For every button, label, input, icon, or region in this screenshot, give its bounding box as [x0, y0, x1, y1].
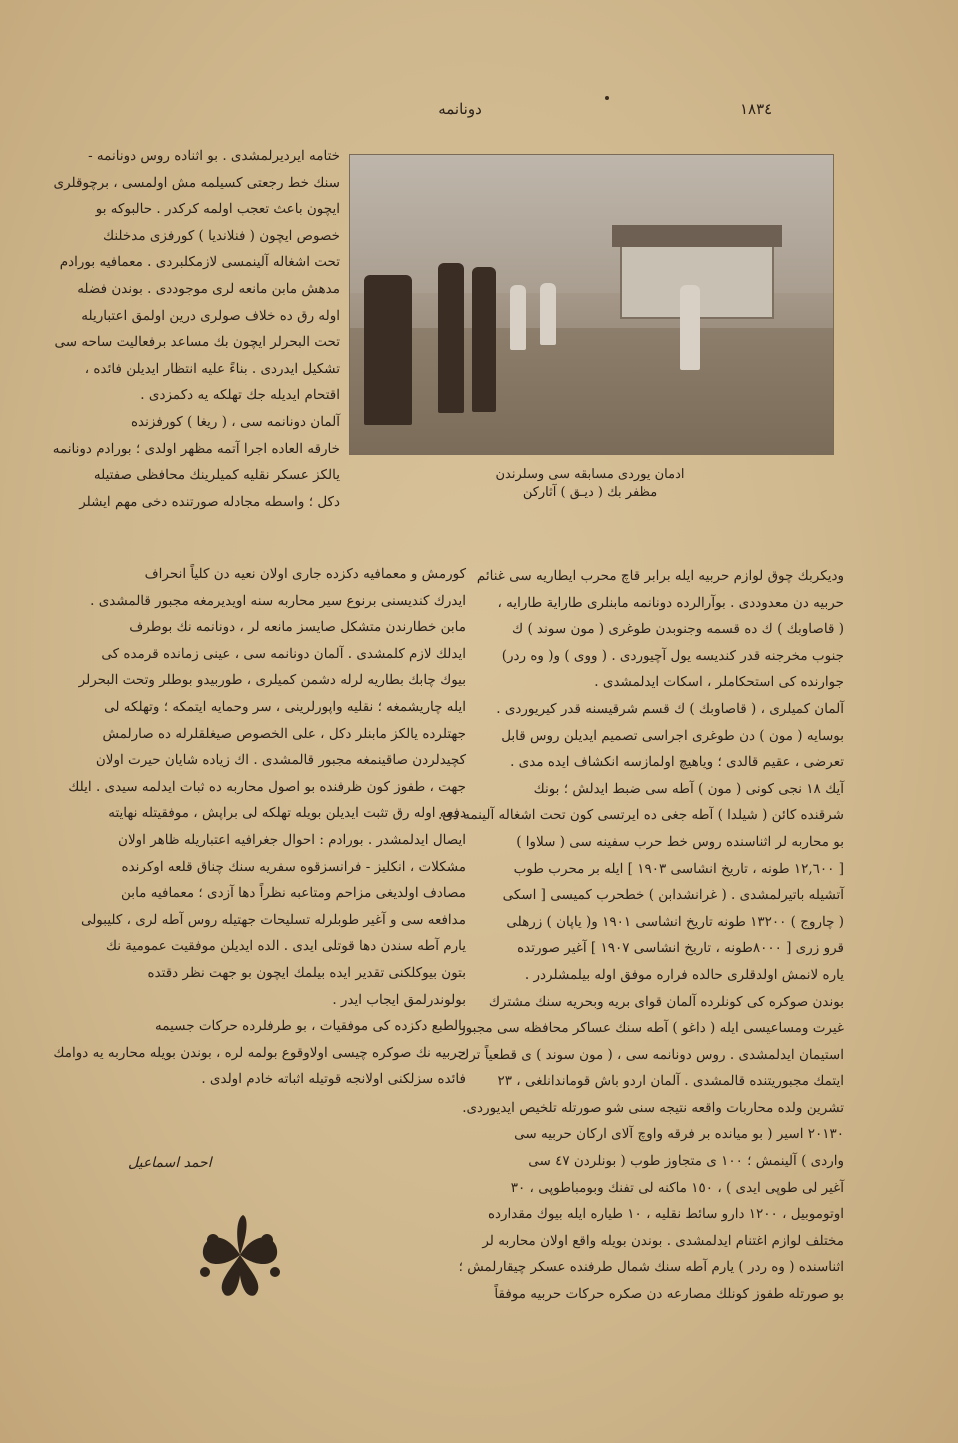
- text-line: جهت ، طفوز كون ظرفنده بو اصول محاربه ده ثبات ايدلمه سيدى . ايلك: [68, 778, 466, 795]
- text-line: دفعه اوله رق تثبت ايديلن بويله تهلكه لى براپش ، موفقيتله نهايته: [108, 805, 466, 822]
- column-right: [438, 563, 844, 1308]
- text-line: كورمش و معمافيه دكزده جارى اولان نعيه دن كلياً انحراف: [144, 566, 466, 582]
- photo-athlete: [680, 285, 700, 370]
- caption-line: مظفر بك ( ديـق ) آثاركن: [522, 485, 658, 500]
- text-line: مابن خطارندن متشكل صايسز مانعه لر ، دونانمه نك بوطرف: [129, 619, 466, 636]
- text-line: شرقنده كائن ( شيلدا ) آطه جغى ده ايرتسى كون تحت اشغاله آلينمه دى.: [438, 807, 844, 824]
- column-left: [53, 561, 466, 1093]
- text-line: يالكز عسكر نقليه كميلرينك محافظى صفتيله: [93, 467, 340, 484]
- photo-caption: [380, 466, 800, 502]
- text-line: استيمان ايدلمشدى . روس دونانمه سى ، ( مون سوند ) ى قطعياً ترك: [458, 1046, 844, 1063]
- text-line: ايتمك مجبوريتنده قالمشدى . آلمان اردو باش قوماندانلغى ، ٢٣: [497, 1073, 844, 1090]
- text-line: آيك ١٨ نجى كونى ( مون ) آطه سى ضبط ايدلش ؛ بونك: [533, 780, 844, 797]
- text-line: خصوص ايچون ( فنلانديا ) كورفزى مدخلنك: [102, 227, 340, 244]
- text-line: ( چاروج ) ١٣٢٠٠ طونه تاريخ انشاسى ١٩٠١ و( ياپان ) زرهلى: [506, 913, 844, 930]
- caption-line: ادمان يوردى مسابقه سى وسلرندن: [495, 467, 685, 482]
- text-line: تحت البحرلر ايچون بك مساعد برفعاليت ساحه سى: [54, 334, 340, 351]
- text-line: تعرضى ، عقيم قالدى ؛ وياهيچ اولمازسه انكشاف ايده مدى .: [510, 754, 844, 771]
- text-line: سنك خط رجعتى كسيلمه مش اولمسى ، برچوقلرى: [53, 174, 340, 191]
- page-number: ١٨٣٤: [740, 100, 773, 118]
- text-line: آتشيله باتيرلمشدى . ( غرانشدابن ) خطحرب كميسى [ اسكى: [502, 887, 844, 904]
- text-line: مدهش مابن مانعه لرى موجوددى . بوندن فضله: [77, 280, 340, 297]
- photo-figure: [540, 283, 556, 345]
- header-dot: [605, 96, 609, 100]
- text-line: يارم آطه سندن دها قوتلى ايدى . الده ايديلن موفقيت عمومية نك: [105, 938, 466, 955]
- text-line: دكل ؛ واسطه مجادله صورتنده دخى مهم ايشلر: [79, 493, 340, 510]
- photo-seated-figure: [364, 275, 412, 425]
- text-line: بيوك چابك بطاريه لرله دشمن كميلرى ، طوربيدو بوطلر وتحت البحرلر: [78, 672, 466, 689]
- text-line: وديكربك چوق لوازم حربيه ايله برابر قاچ محرب ايطاريه سى غنائم: [476, 568, 844, 584]
- text-line: جنوب مخرجنه قدر كنديسه يول آچيوردى . ( ووى ) و( وه ردر): [501, 647, 844, 664]
- text-line: ايله چاريشمغه ؛ نقليه واپورلرينى ، سر وحمايه ايتمكه ؛ وتهلكه لى: [104, 698, 466, 715]
- text-line: بو محاربه لر اثناسنده روس خط حرب سفينه سى ( سلاوا ): [516, 833, 844, 850]
- text-line: جوارنده كى استحكاملر ، اسكات ايدلمشدى .: [594, 674, 844, 691]
- text-line: ( قاصاوبك ) ك ده قسمه وجنوبدن طوغرى ( مون سوند ) ك: [512, 621, 844, 638]
- text-line: تحت اشغاله آلينمسى لازمكلبردى . معمافيه بورادم: [59, 254, 340, 271]
- text-line: ٢٠١٣٠ اسير ( بو ميانده بر فرقه واوچ آلاى اركان حربيه سى: [514, 1126, 844, 1143]
- text-line: اوتوموبيل ، ١٢٠٠ دارو سائط نقليه ، ١٠ طياره ايله بيوك مقدارده: [487, 1206, 844, 1223]
- text-line: آغير لى طوپى ايدى ) ، ١٥٠ ماكنه لى تفنك وبومباطوپى ، ٣٠: [510, 1179, 844, 1196]
- column-top-left: [52, 143, 340, 515]
- text-line: مصادف اولديغى مزاحم ومتاعبه نظراً دها آزدى ؛ معمافيه مابن: [121, 885, 466, 902]
- photo-figure: [510, 285, 526, 350]
- running-title: دونانمه: [438, 100, 482, 118]
- text-line: مشكلات ، انكليز - فرانسزقوه سفريه سنك چناق قلعه اوكرنده: [121, 858, 466, 875]
- text-line: اقتحام ايديله جك تهلكه يه دكمزدى .: [140, 387, 340, 404]
- text-line: [ ١٢,٦٠٠ طونه ، تاريخ انشاسى ١٩٠٣ ] ايله بر محرب طوب: [513, 860, 844, 877]
- text-line: بوسايه ( مون ) دن طوغرى اجراسى تصميم ايديلن روس قابل: [501, 727, 844, 744]
- text-line: تشكيل ايدردى . بناءً عليه انتظار ايديلن فائده ،: [84, 360, 340, 377]
- text-line: آلمان كميلرى ، ( قاصاوبك ) ك قسم شرقيسنه قدر كيريوردى .: [496, 700, 844, 717]
- text-line: بو صورتله طفوز كونلك مصارعه دن صكره حركات حربيه موفقاً: [494, 1286, 844, 1303]
- author-signature: احمد اسماعيل: [128, 1155, 212, 1171]
- text-line: جهتلرده يالكز مابنلر دكل ، على الخصوص صيغلقلرله ده صارلمش: [102, 725, 466, 742]
- text-line: آلمان دونانمه سى ، ( ريغا ) كورفزنده: [130, 413, 340, 430]
- text-line: واردى ) آلينمش ؛ ١٠٠ ى متجاوز طوب ( بونلردن ٤٧ سى: [528, 1153, 844, 1170]
- floral-ornament-icon: [185, 1210, 295, 1300]
- text-line: حربيه نك صوكره چيسى اولاوقوع بولمه لره ، بوندن بويله محاربه يه دوامك: [53, 1044, 466, 1061]
- text-line: خارقه العاده اجرا آتمه مظهر اولدى ؛ بورادم دونانمه: [52, 440, 340, 457]
- text-line: بالطبع دكزده كى موفقيات ، بو طرفلرده حركات جسيمه: [155, 1018, 466, 1035]
- text-line: ايصال ايدلمشدر . بورادم : احوال جغرافيه اعتباريله ظاهر اولان: [118, 831, 466, 848]
- photo-ground: [350, 328, 833, 454]
- text-line: اوله رق ده خلاف صولرى درين اولمق اعتباريله: [81, 307, 340, 324]
- text-line: مختلف لوازم اغتنام ايدلمشدى . بوندن بويله واقع اولان محاربه لر: [482, 1232, 844, 1249]
- text-line: قرو زرى [ ٨٠٠٠طونه ، تاريخ انشاسى ١٩٠٧ ] آغير صورتده: [517, 940, 844, 957]
- text-line: ايدلك لازم كلمشدى . آلمان دونانمه سى ، عينى زمانده قرمده كى: [101, 645, 466, 662]
- text-line: تشرين ولده محاربات واقعه نتيجه سنى شو صورتله تلخيص ايديوردى.: [462, 1099, 844, 1116]
- text-line: فائده سزلكنى اولانجه قوتيله اثباته خادم اولدى .: [201, 1071, 466, 1088]
- text-line: حربيه دن معدوددى . بوآرالرده دونانمه مابنلرى طاراية طارايه ،: [497, 594, 844, 611]
- text-line: ياره لانمش اولدقلرى حالده فراره موفق اوله بيلمشلردر .: [524, 966, 844, 983]
- text-line: بولوندرلمق ايجاب ايدر .: [332, 991, 466, 1008]
- text-line: ايچون باعث تعجب اولمه كركدر . حالبوكه بو: [95, 201, 340, 218]
- text-line: ايدرك كنديسنى برنوع سير محاربه سنه اويديرمغه مجبور قالمشدى .: [90, 592, 466, 609]
- text-line: مدافعه سى و آغير طوبلرله تسليحات جهتيله روس آطه لرى ، كليبولى: [80, 911, 466, 928]
- photo-figure: [472, 267, 496, 412]
- text-line: بوندن صوكره كى كونلرده آلمان قواى بريه وبحريه سنك مشترك: [488, 993, 844, 1010]
- photo-figure: [438, 263, 464, 413]
- text-line: غيرت ومساعيسى ايله ( داغو ) آطه سنك عساكر محافظه سى مجبور: [459, 1020, 844, 1037]
- text-line: اثناسنده ( وه ردر ) يارم آطه سنك شمال طرفنده عسكر چيقارلمش ؛: [458, 1259, 844, 1276]
- text-line: كچيدلردن صاقينمغه مجبور قالمشدى . اك زياده شايان حيرت اولان: [95, 752, 466, 769]
- sports-photo: [350, 155, 833, 454]
- text-line: ختامه ايرديرلمشدى . بو اثناده روس دونانمه -: [88, 148, 340, 164]
- text-line: بتون بيوكلكنى تقدير ايده بيلمك ايچون بو جهت نظر دقتده: [147, 964, 466, 981]
